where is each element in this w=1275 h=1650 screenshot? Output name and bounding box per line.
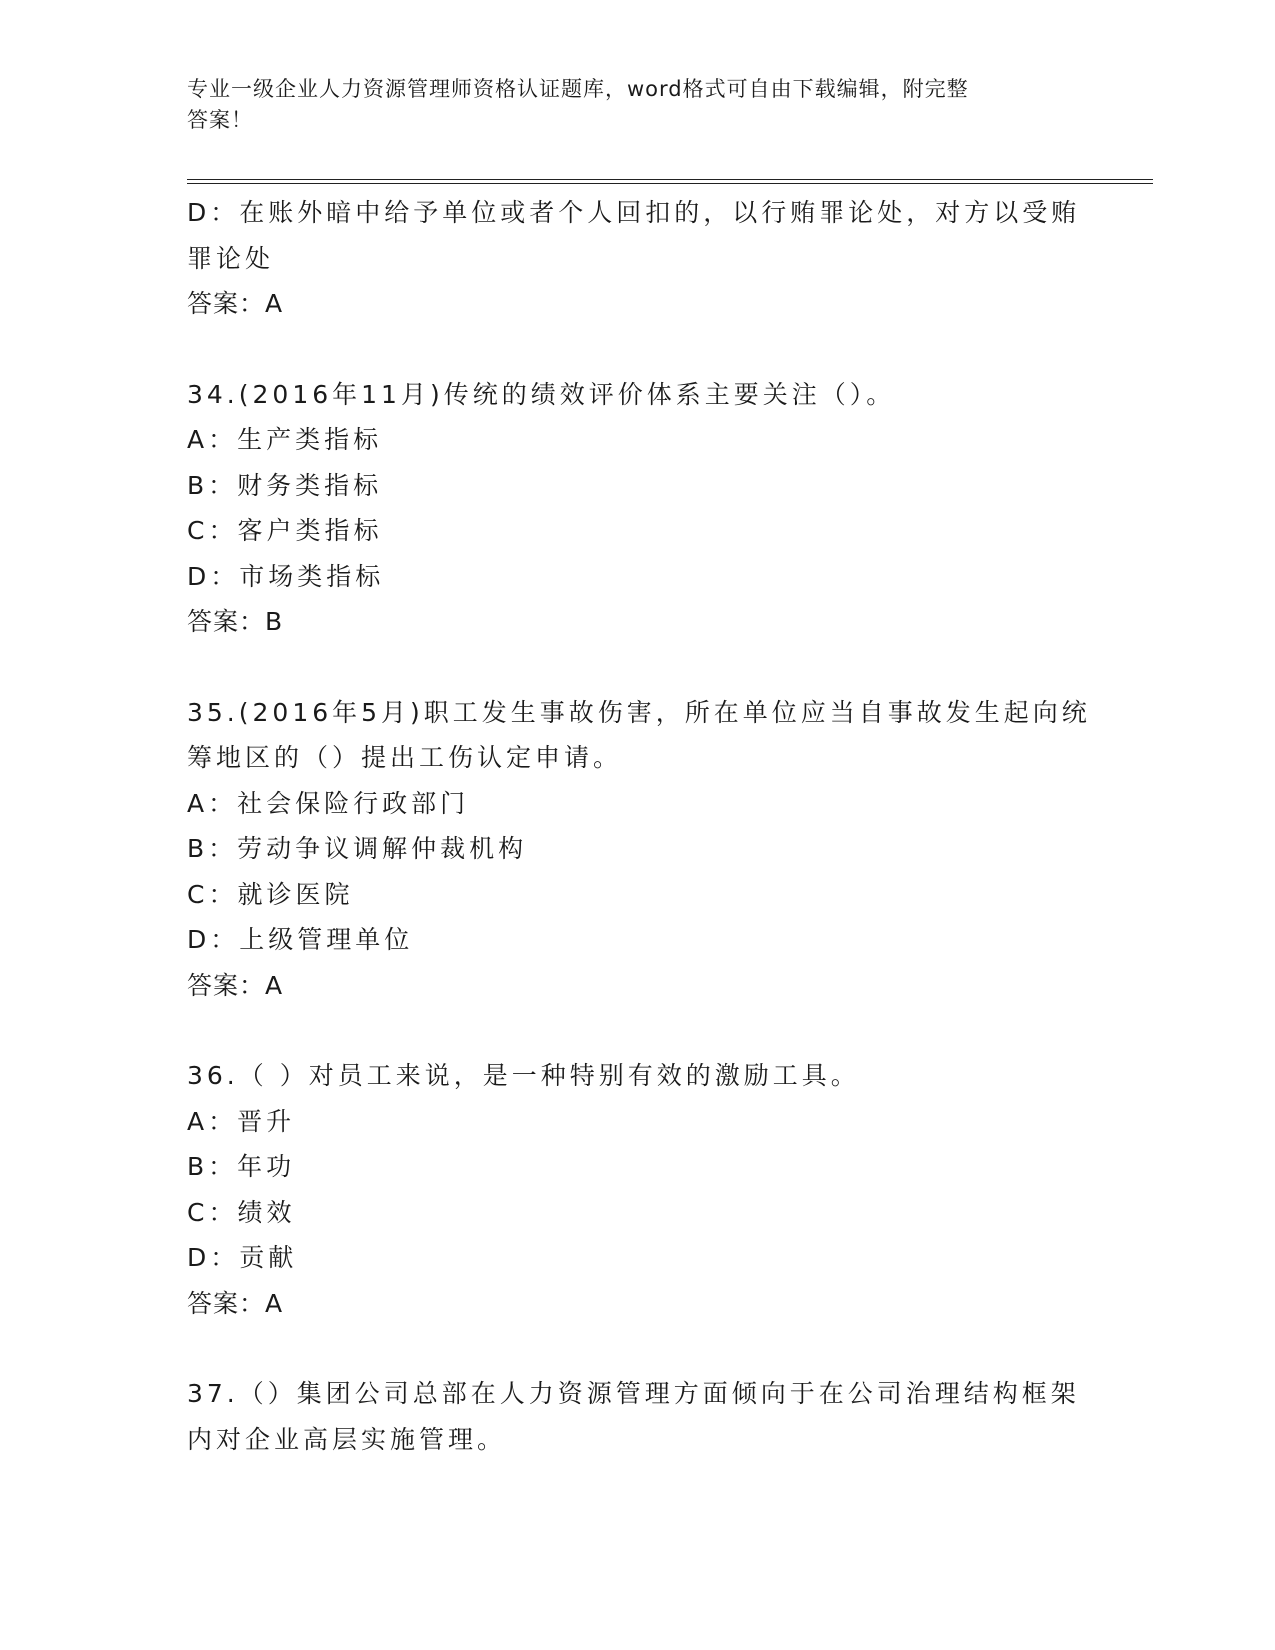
question-stem: 34.(2016年11月)传统的绩效评价体系主要关注（）。 — [187, 379, 896, 409]
question-stem-continued: 内对企业高层实施管理。 — [187, 1424, 507, 1454]
header-line-1: 专业一级企业人力资源管理师资格认证题库，word格式可自由下载编辑，附完整 — [187, 77, 969, 101]
option-c: C：就诊医院 — [187, 879, 354, 909]
document-body — [187, 190, 1091, 1462]
question-stem-continued: 筹地区的（）提出工伤认定申请。 — [187, 743, 623, 772]
option-d: D：市场类指标 — [187, 561, 385, 591]
question-35 — [187, 690, 1091, 1009]
option-b: B：财务类指标 — [187, 470, 383, 500]
answer-line: 答案：A — [187, 970, 284, 1000]
option-b: B：年功 — [187, 1152, 296, 1181]
previous-question-tail — [187, 190, 1087, 327]
option-d: D：贡献 — [187, 1243, 298, 1272]
question-stem: 35.(2016年5月)职工发生事故伤害，所在单位应当自事故发生起向统 — [187, 697, 1091, 727]
option-a: A：晋升 — [187, 1106, 296, 1136]
option-a: A：生产类指标 — [187, 425, 383, 454]
option-b: B：劳动争议调解仲裁机构 — [187, 834, 528, 863]
header-rule-bottom — [187, 183, 1153, 184]
question-36 — [187, 1053, 1087, 1326]
option-c: C：绩效 — [187, 1197, 296, 1227]
answer-line: 答案：B — [187, 607, 284, 636]
header-rule-top — [187, 179, 1153, 180]
question-34 — [187, 372, 1087, 645]
option-d: D：上级管理单位 — [187, 925, 414, 954]
question-stem: 36.（ ）对员工来说，是一种特别有效的激励工具。 — [187, 1061, 860, 1090]
option-a: A：社会保险行政部门 — [187, 788, 470, 818]
question-stem: 37.（）集团公司总部在人力资源管理方面倾向于在公司治理结构框架 — [187, 1379, 1080, 1408]
answer-line: 答案：A — [187, 1288, 284, 1318]
answer-line: 答案：A — [187, 289, 284, 318]
option-d-continued: 罪论处 — [187, 243, 275, 273]
header-line-2: 答案！ — [187, 108, 253, 132]
option-c: C：客户类指标 — [187, 516, 383, 545]
question-37 — [187, 1371, 1087, 1462]
option-d: D：在账外暗中给予单位或者个人回扣的，以行贿罪论处，对方以受贿 — [187, 198, 1081, 227]
document-header — [187, 74, 1067, 136]
